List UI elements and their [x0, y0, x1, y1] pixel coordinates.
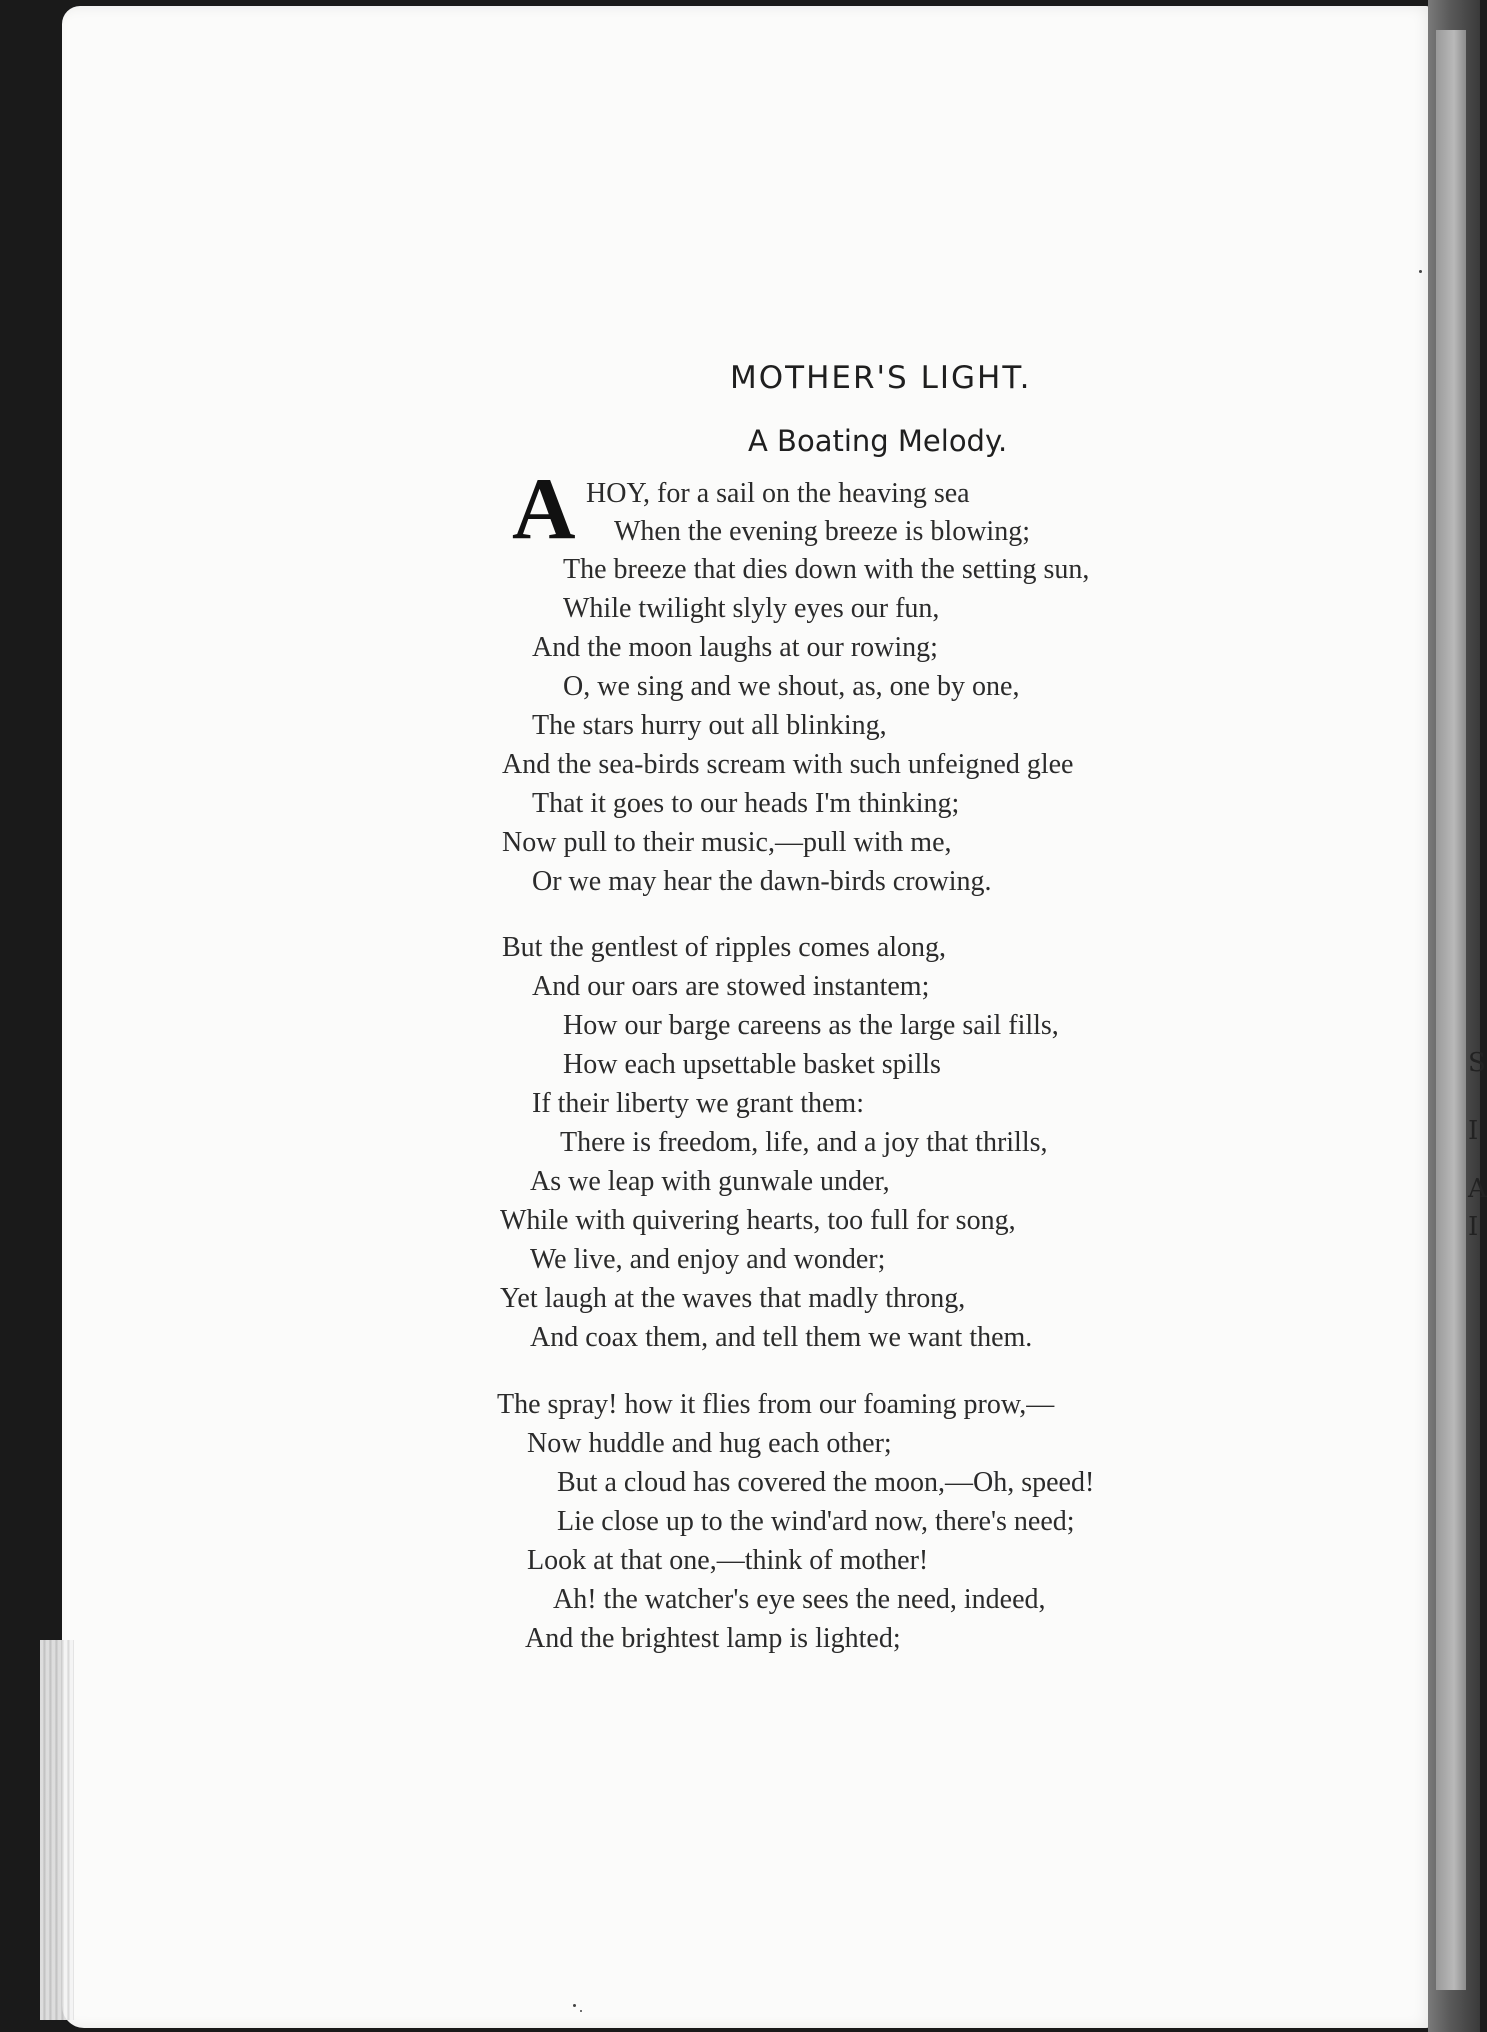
- poem-line: Look at that one,—think of mother!: [527, 1545, 929, 1576]
- dust-speck: [1419, 270, 1422, 273]
- poem-line: And our oars are stowed instantem;: [532, 971, 930, 1002]
- poem-line: O, we sing and we shout, as, one by one,: [563, 671, 1020, 702]
- poem-line: If their liberty we grant them:: [532, 1088, 864, 1119]
- poem-title: MOTHER'S LIGHT.: [730, 360, 1032, 396]
- dust-speck: [573, 2004, 576, 2007]
- poem-line: The spray! how it flies from our foaming prow,—: [497, 1389, 1055, 1420]
- poem-line: HOY, for a sail on the heaving sea: [586, 478, 970, 509]
- poem-line: But a cloud has covered the moon,—Oh, speed!: [557, 1467, 1095, 1498]
- poem-line: Or we may hear the dawn-birds crowing.: [532, 866, 992, 897]
- poem-line: We live, and enjoy and wonder;: [530, 1244, 886, 1275]
- poem-line: When the evening breeze is blowing;: [614, 516, 1030, 547]
- poem-line: There is freedom, life, and a joy that thrills,: [560, 1127, 1048, 1158]
- poem-line: And the sea-birds scream with such unfeigned glee: [502, 749, 1074, 780]
- poem-line: Lie close up to the wind'ard now, there's need;: [557, 1506, 1075, 1537]
- edge-letter: A: [1468, 1174, 1487, 1204]
- poem-line: Now pull to their music,—pull with me,: [502, 827, 952, 858]
- edge-letter: S: [1468, 1048, 1486, 1078]
- poem-line: And the brightest lamp is lighted;: [525, 1623, 901, 1654]
- poem-line: Yet laugh at the waves that madly throng,: [500, 1283, 966, 1314]
- poem-line: Ah! the watcher's eye sees the need, indeed,: [553, 1584, 1046, 1615]
- drop-cap: A: [512, 461, 576, 558]
- poem-line: While with quivering hearts, too full for song,: [500, 1205, 1016, 1236]
- edge-letter: I: [1468, 1116, 1479, 1146]
- poem-line: While twilight slyly eyes our fun,: [563, 593, 940, 624]
- poem-line: The stars hurry out all blinking,: [532, 710, 887, 741]
- poem-line: And the moon laughs at our rowing;: [532, 632, 938, 663]
- poem-line: And coax them, and tell them we want them.: [530, 1322, 1033, 1353]
- dust-speck: [580, 2010, 582, 2012]
- poem-line: That it goes to our heads I'm thinking;: [532, 788, 960, 819]
- edge-letter: I: [1468, 1212, 1479, 1242]
- poem-line: How our barge careens as the large sail fills,: [563, 1010, 1059, 1041]
- poem-line: The breeze that dies down with the setting sun,: [563, 554, 1090, 585]
- poem-line: But the gentlest of ripples comes along,: [502, 932, 947, 963]
- poem-line: As we leap with gunwale under,: [530, 1166, 890, 1197]
- poem-subtitle: A Boating Melody.: [748, 424, 1008, 458]
- poem-line: Now huddle and hug each other;: [527, 1428, 892, 1459]
- poem-line: How each upsettable basket spills: [563, 1049, 941, 1080]
